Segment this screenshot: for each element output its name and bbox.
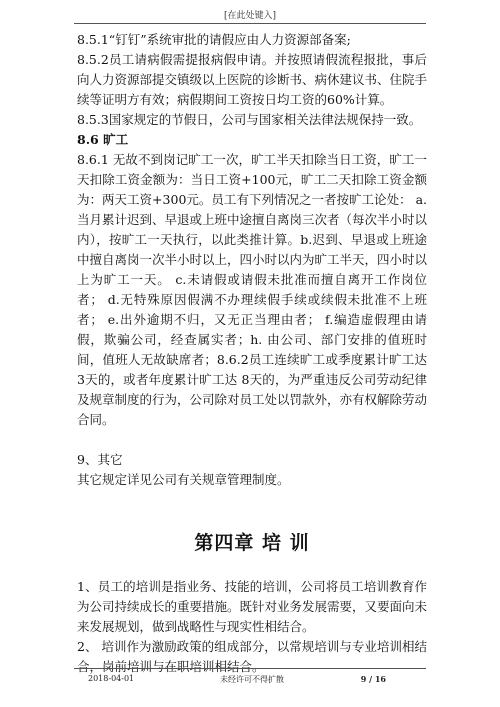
item-9-text: 其它规定详见公司有关规章管理制度。: [77, 472, 290, 487]
section-title-absenteeism: 8.6 旷工: [77, 132, 129, 147]
training-item-1: 1、员工的培训是指业务、技能的培训，公司将员工培训教育作为公司持续成长的重要措施。既针对业务发展需要，又要面向未来发展规划，做到战略性与现实性相结合。: [77, 579, 428, 634]
footer-divider: [74, 668, 426, 669]
header-divider: [74, 23, 426, 24]
item-9-title: 9、其它: [77, 452, 123, 467]
training-item-2: 2、 培训作为激励政策的组成部分，以常规培训与专业培训相结合，岗前培训与在职培训相结合。: [77, 639, 427, 674]
page-header: [在此处键入]: [223, 11, 277, 21]
footer-date: 2018-04-01: [88, 674, 135, 683]
document-body: [77, 30, 427, 677]
paragraph-8-6: 8.6.1 无故不到岗记旷工一次，旷工半天扣除当日工资，旷工一天扣除工资金额为：当日工资+100元，旷工二天扣除工资金额为：两天工资+300元。员工有下列情况之一者按旷工论处： a.当月累计迟到、早退或上班中途擅自离岗三次者（每次半小时以内），按旷工一天执行，以此类推计算。b.迟到、早退或上班途中擅自离岗一次半小时以上，四小时以内为旷工半天，四小时以上为旷工一天。 c.未请假或请假未批准而擅自离开工作岗位者； d.无特殊原因假满不办理续假手续或续假未批准不上班者； e.出外逾期不归，又无正当理由者； f.编造虚假理由请假，欺骗公司，经查属实者；h. 由公司、部门安排的值班时间，值班人无故缺席者；8.6.2员工连续旷工或季度累计旷工达 3天的，或者年度累计旷工达 8天的，为严重违反公司劳动纪律及规章制度的行为，公司除对员工处以罚款外，亦有权解除劳动合同。: [77, 152, 428, 427]
chapter-title: 第四章 培 训: [194, 532, 310, 554]
page-footer: [74, 672, 426, 688]
paragraph-8-5-2: 8.5.2员工请病假需提报病假申请。并按照请假流程报批，事后向人力资源部提交镇级以上医院的诊断书、病休建议书、住院手续等证明方有效；病假期间工资按日均工资的60%计算。: [77, 52, 428, 107]
paragraph-8-5-1: 8.5.1“钉钉”系统审批的请假应由人力资源部备案;: [77, 32, 351, 47]
footer-notice: 未经许可不得扩散: [220, 675, 284, 684]
spacer: [77, 430, 427, 450]
page-number: 9 / 16: [360, 674, 386, 684]
paragraph-8-5-3: 8.5.3国家规定的节假日，公司与国家相关法律法规保持一致。: [77, 112, 422, 127]
